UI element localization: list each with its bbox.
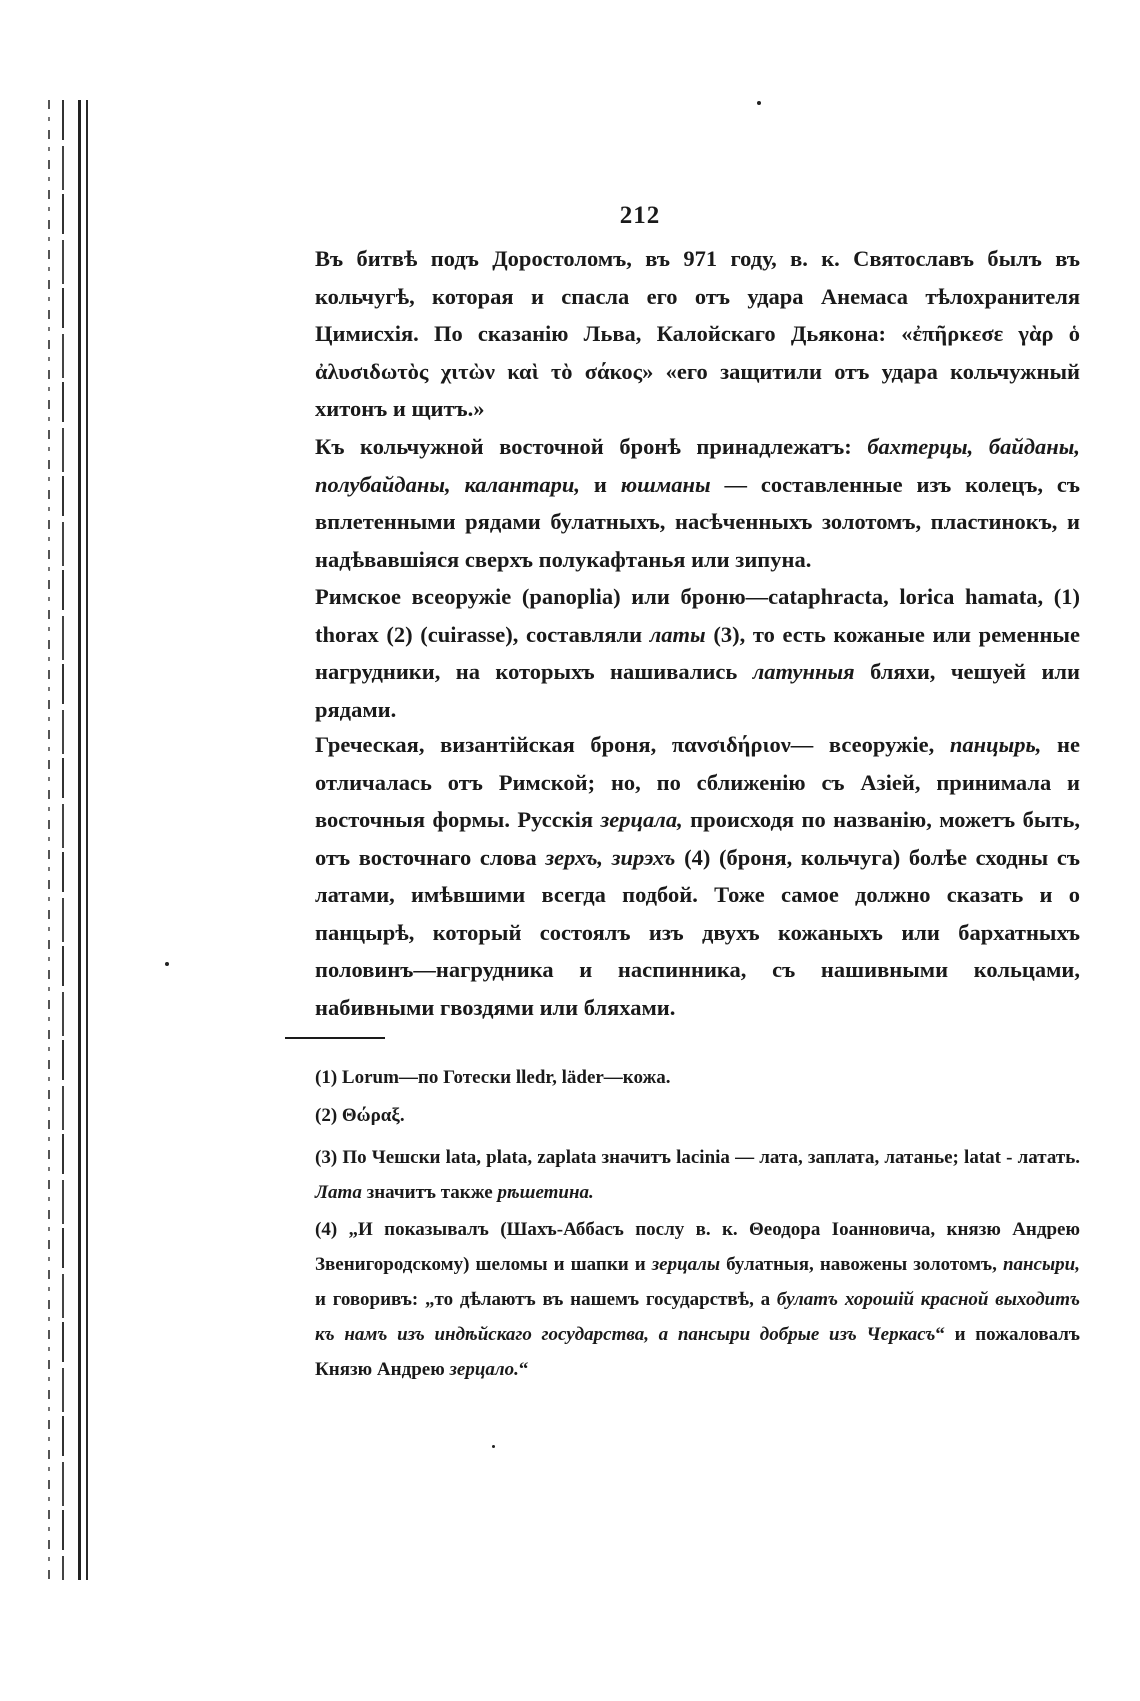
paragraph-text: бляхи, чешуей или рядами. [315, 659, 1080, 722]
italic-term: пансыри, [1002, 1254, 1080, 1275]
binding-line [86, 100, 88, 1580]
paragraph-text: и [579, 471, 621, 497]
italic-quote: булатъ хорошій красной выходитъ къ намъ изъ индѣйскаго государства, а пансыри добрые изъ Черкасъ [315, 1289, 1080, 1345]
italic-term: латы [649, 621, 706, 647]
page-number: 212 [619, 202, 661, 229]
footnote-text: (1) Lorum—по Готески lledr, läder—кожа. [315, 1067, 671, 1088]
footnote-4 [315, 1212, 1080, 1387]
italic-term: юшманы [620, 471, 711, 497]
paragraph-text: Къ кольчужной восточной бронѣ принадлежатъ: [315, 434, 868, 459]
binding-line [48, 100, 50, 1580]
italic-term: зерцалы [651, 1254, 721, 1275]
binding-line [62, 100, 64, 1580]
footnote-text: значитъ также [361, 1182, 498, 1203]
scan-speck [757, 101, 761, 105]
binding-edge [48, 100, 92, 1580]
footnote-text: (4) „И показывалъ (Шахъ-Аббасъ послу в. к. Θеодора Іоанновича, князю Андрею Звенигородскому) шеломы и шапки и [315, 1219, 1080, 1275]
italic-term: зерхъ, зирэхъ [545, 844, 676, 870]
paragraph-text: Въ битвѣ подъ Доростоломъ, въ 971 году, в. к. Святославъ былъ въ кольчугѣ, которая и спасла его отъ удара Анемаса тѣлохранителя Цимисхія. По сказанію Льва, Калойскаго Дьякона: «ἐπῆρκεσε γὰρ ὁ ἀλυσιδωτὸς χιτὼν καὶ τὸ σάκος» «его защитили отъ удара кольчужный хитонъ и щитъ.» [315, 246, 1080, 421]
paragraph-text: Римское всеоружіе (panoplia) или броню—cataphracta, lorica hamata, (1) thorax (2) (cuirasse), составляли [315, 584, 1080, 647]
italic-term: зерцало. [449, 1359, 519, 1380]
binding-line [78, 100, 81, 1580]
paragraph-text: происходя по названію, можетъ быть, отъ восточнаго слова [315, 807, 1080, 870]
italic-term: зерцала, [600, 807, 683, 832]
paragraph-text: не отличалась отъ Римской; но, по сближенію съ Азіей, принимала и восточныя формы. Русскія [315, 732, 1081, 832]
italic-term: панцырь, [949, 732, 1042, 757]
italic-term: бахтерцы, байданы, полубайданы, калантари, [315, 434, 1080, 497]
footnote-1 [315, 1060, 1080, 1095]
footnote-2 [315, 1098, 1080, 1133]
footnote-3 [315, 1140, 1080, 1210]
paragraph-text: — составленные изъ колецъ, съ вплетенными рядами булатныхъ, насѣченныхъ золотомъ, пластинокъ, и надѣвавшіяся сверхъ полукафтанья или зипуна. [315, 471, 1081, 572]
paragraph-text: (3), то есть кожаные или ременные нагрудники, на которыхъ нашивались [315, 621, 1080, 684]
paragraph-4 [315, 726, 1080, 1026]
paragraph-3 [315, 578, 1080, 728]
footnote-text: (2) Θώραξ. [315, 1105, 405, 1126]
italic-term: рѣшетина. [497, 1182, 594, 1203]
scan-speck [165, 962, 169, 966]
italic-term: латунныя [752, 659, 855, 684]
paragraph-2 [315, 428, 1080, 578]
footnote-text: (3) По Чешски lata, plata, zaplata значитъ lacinia — лата, заплата, латанье; latat - латать. [315, 1147, 1080, 1168]
footnote-divider [285, 1037, 385, 1039]
footnote-text: и говоривъ: „то дѣлаютъ въ нашемъ государствѣ, а [315, 1289, 777, 1310]
footnote-text: “ и пожаловалъ Князю Андрею [315, 1324, 1080, 1380]
paragraph-text: Греческая, византійская броня, πανσιδήριον— всеоружіе, [315, 732, 950, 757]
scan-speck [492, 1445, 495, 1448]
italic-term: Лата [315, 1182, 362, 1203]
paragraph-1 [315, 240, 1080, 428]
paragraph-text: (4) (броня, кольчуга) болѣе сходны съ латами, имѣвшими всегда подбой. Тоже самое должно сказать и о панцырѣ, который состоялъ изъ двухъ кожаныхъ или бархатныхъ половинъ—нагрудника и наспинника, съ нашивными кольцами, набивными гвоздями или бляхами. [315, 844, 1080, 1020]
footnote-text: булатныя, навожены золотомъ, [720, 1254, 1003, 1275]
footnote-text: “ [518, 1359, 529, 1380]
